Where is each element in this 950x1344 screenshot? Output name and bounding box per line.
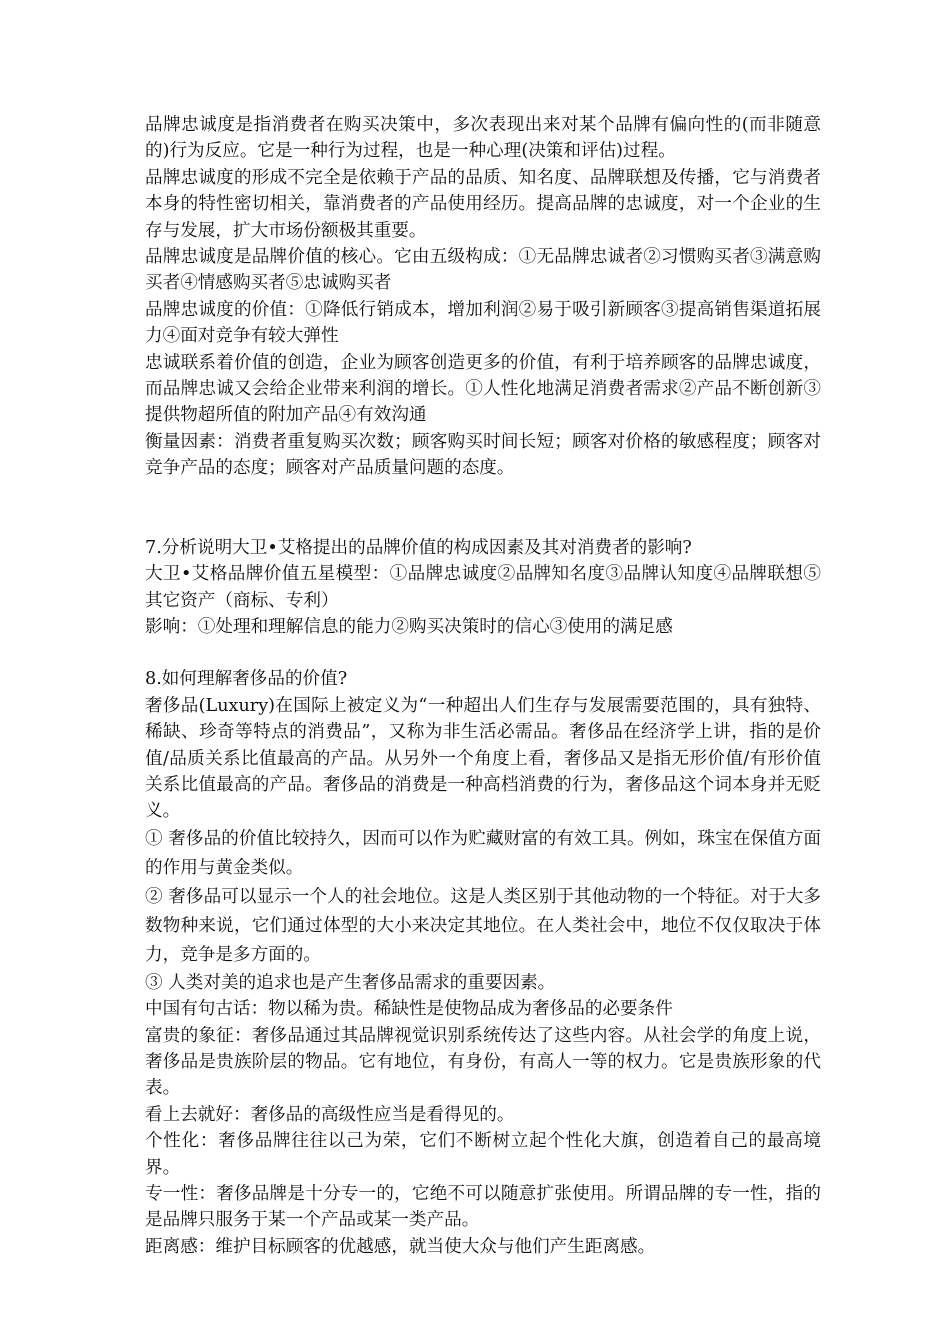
- luxury-looks: 看上去就好：奢侈品的高级性应当是看得见的。: [145, 1104, 515, 1125]
- luxury-point-2: ② 奢侈品可以显示一个人的社会地位。这是人类区别于其他动物的一个特征。对于大多数物种来说，它们通过体型的大小来决定其地位。在人类社会中，地位不仅仅取决于体力，竞争是多方面的。: [145, 886, 821, 965]
- luxury-personality: 个性化：奢侈品牌往往以己为荣，它们不断树立起个性化大旗，创造着自己的最高境界。: [145, 1131, 821, 1178]
- aaker-model: 大卫•艾格品牌价值五星模型：①品牌忠诚度②品牌知名度③品牌认知度④品牌联想⑤其它资产（商标、专利）: [145, 564, 821, 611]
- loyalty-levels: 品牌忠诚度是品牌价值的核心。它由五级构成：①无品牌忠诚者②习惯购买者③满意购买者④情感购买者⑤忠诚购买者: [145, 247, 821, 294]
- luxury-wealth: 富贵的象征：奢侈品通过其品牌视觉识别系统传达了这些内容。从社会学的角度上说，奢侈品是贵族阶层的物品。它有地位，有身份，有高人一等的权力。它是贵族形象的代表。: [145, 1025, 821, 1099]
- luxury-point-3: ③ 人类对美的追求也是产生奢侈品需求的重要因素。: [145, 972, 556, 993]
- aaker-influence: 影响：①处理和理解信息的能力②购买决策时的信心③使用的满足感: [145, 616, 673, 637]
- luxury-exclusivity: 专一性：奢侈品牌是十分专一的，它绝不可以随意扩张使用。所谓品牌的专一性，指的是品牌只服务于某一个产品或某一类产品。: [145, 1184, 821, 1231]
- loyalty-value: 品牌忠诚度的价值：①降低行销成本，增加利润②易于吸引新顾客③提高销售渠道拓展力④面对竞争有较大弹性: [145, 299, 821, 347]
- luxury-distance: 距离感：维护目标顾客的优越感，就当使大众与他们产生距离感。: [145, 1236, 656, 1257]
- question-7: 7.分析说明大卫•艾格提出的品牌价值的构成因素及其对消费者的影响?: [145, 537, 692, 558]
- luxury-point-1: ① 奢侈品的价值比较持久，因而可以作为贮藏财富的有效工具。例如，珠宝在保值方面的作用与黄金类似。: [145, 828, 821, 878]
- question-8: 8.如何理解奢侈品的价值?: [145, 669, 348, 690]
- loyalty-value-creation: 忠诚联系着价值的创造，企业为顾客创造更多的价值，有利于培养顾客的品牌忠诚度，而品牌忠诚又会给企业带来利润的增长。①人性化地满足消费者需求②产品不断创新③提供物超所值的附加产品④有效沟通: [145, 352, 821, 426]
- luxury-proverb: 中国有句古话：物以稀为贵。稀缺性是使物品成为奢侈品的必要条件: [145, 999, 673, 1020]
- luxury-definition: 奢侈品(Luxury)在国际上被定义为“一种超出人们生存与发展需要范围的，具有独特、稀缺、珍奇等特点的消费品”，又称为非生活必需品。奢侈品在经济学上讲，指的是价值/品质关系比值最高的产品。从另外一个角度上看，奢侈品又是指无形价值/有形价值关系比值最高的产品。奢侈品的消费是一种高档消费的行为，奢侈品这个词本身并无贬义。: [145, 695, 821, 822]
- section-spacer: [145, 640, 821, 666]
- loyalty-definition: 品牌忠诚度是指消费者在购买决策中，多次表现出来对某个品牌有偏向性的(而非随意的)行为反应。它是一种行为过程，也是一种心理(决策和评估)过程。: [145, 115, 821, 162]
- loyalty-measures: 衡量因素：消费者重复购买次数；顾客购买时间长短；顾客对价格的敏感程度；顾客对竞争产品的态度；顾客对产品质量问题的态度。: [145, 431, 821, 479]
- loyalty-formation: 品牌忠诚度的形成不完全是依赖于产品的品质、知名度、品牌联想及传播，它与消费者本身的特性密切相关，靠消费者的产品使用经历。提高品牌的忠诚度，对一个企业的生存与发展，扩大市场份额极其重要。: [145, 167, 821, 241]
- section-spacer: [145, 482, 821, 535]
- document-page: [145, 112, 821, 1260]
